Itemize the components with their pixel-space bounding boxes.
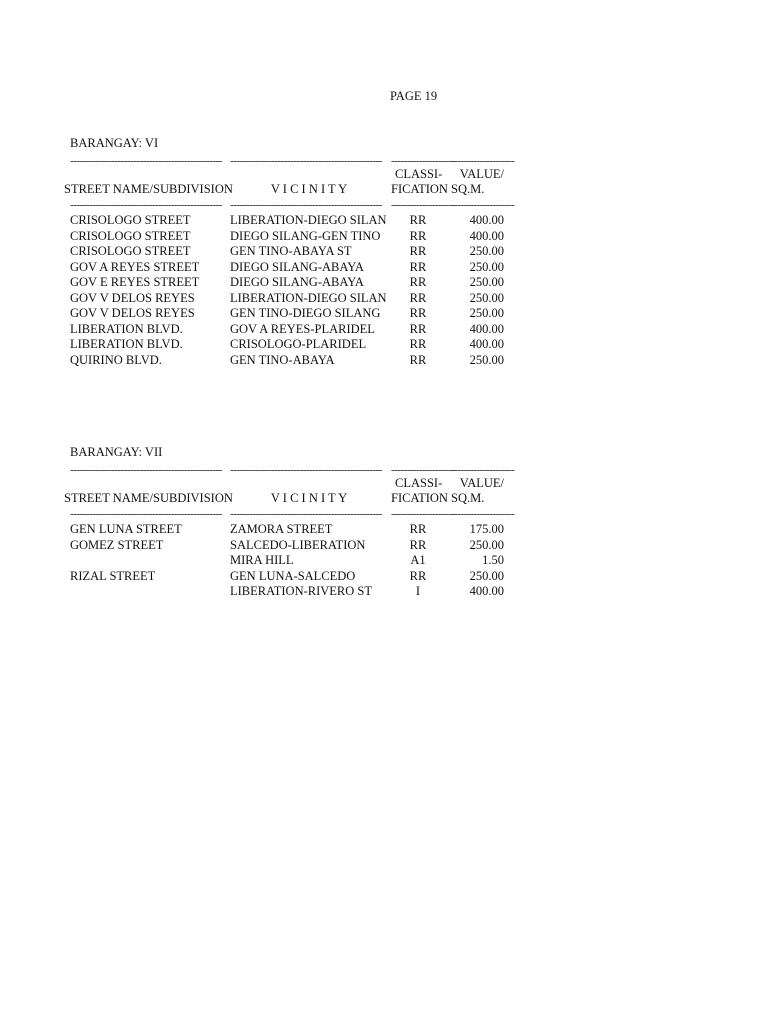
street-cell: QUIRINO BLVD.: [70, 352, 162, 367]
vicinity-cell: LIBERATION-RIVERO ST: [230, 584, 373, 598]
header-rule2-vicinity: ------------------------------------------------: [230, 508, 382, 520]
street-cell: GOV A REYES STREET: [70, 259, 200, 274]
header-value-top: VALUE/: [459, 167, 504, 181]
class-cell: RR: [409, 244, 427, 258]
header-class-bottom: FICATION: [391, 182, 448, 196]
class-cell: RR: [409, 275, 427, 289]
value-cell: 250.00: [469, 259, 504, 274]
vicinity-cell: LIBERATION-DIEGO SILAN: [230, 290, 387, 305]
class-cell: RR: [409, 228, 427, 243]
vicinity-cell: GOV A REYES-PLARIDEL: [230, 321, 375, 336]
header-street: STREET NAME/SUBDIVISION: [64, 491, 233, 505]
header-value-bottom: SQ.M.: [451, 182, 485, 196]
vicinity-cell: CRISOLOGO-PLARIDEL: [230, 337, 367, 351]
class-cell: RR: [409, 259, 427, 274]
header-vicinity: V I C I N I T Y: [270, 491, 348, 505]
value-cell: 1.50: [482, 553, 504, 567]
vicinity-cell: SALCEDO-LIBERATION: [230, 537, 366, 552]
class-cell: RR: [409, 537, 427, 552]
value-cell: 250.00: [469, 290, 504, 305]
vicinity-cell: GEN TINO-ABAYA: [230, 352, 335, 367]
header-rule2-value: --------------------: [451, 199, 515, 211]
header-rule-class: --------------------: [391, 155, 455, 167]
header-vicinity: V I C I N I T Y: [270, 182, 348, 196]
vicinity-cell: DIEGO SILANG-ABAYA: [230, 259, 364, 274]
header-street: STREET NAME/SUBDIVISION: [64, 182, 233, 196]
value-cell: 175.00: [469, 522, 504, 536]
barangay-title: BARANGAY: VI: [70, 136, 159, 150]
street-cell: GOV V DELOS REYES: [70, 290, 195, 305]
header-class-top: CLASSI-: [395, 167, 443, 181]
value-cell: 250.00: [469, 568, 504, 583]
value-cell: 250.00: [469, 306, 504, 320]
header-rule2-value: --------------------: [451, 508, 515, 520]
vicinity-cell: GEN LUNA-SALCEDO: [230, 568, 356, 583]
barangay-title: BARANGAY: VII: [70, 445, 163, 459]
value-cell: 400.00: [469, 321, 504, 336]
header-rule-street: ------------------------------------------------: [70, 464, 222, 476]
value-cell: 400.00: [469, 213, 504, 227]
vicinity-cell: GEN TINO-DIEGO SILANG: [230, 306, 381, 320]
value-cell: 250.00: [469, 275, 504, 289]
page-number: PAGE 19: [390, 89, 438, 103]
street-cell: CRISOLOGO STREET: [70, 228, 191, 243]
value-cell: 250.00: [469, 537, 504, 552]
header-class-bottom: FICATION: [391, 491, 448, 505]
header-rule-vicinity: ------------------------------------------------: [230, 464, 382, 476]
header-value-bottom: SQ.M.: [451, 491, 485, 505]
class-cell: RR: [409, 290, 427, 305]
class-cell: RR: [409, 337, 427, 351]
value-cell: 250.00: [469, 244, 504, 258]
header-rule2-class: --------------------: [391, 199, 455, 211]
header-rule-vicinity: ------------------------------------------------: [230, 155, 382, 167]
vicinity-cell: GEN TINO-ABAYA ST: [230, 244, 352, 258]
header-class-top: CLASSI-: [395, 476, 443, 490]
value-cell: 400.00: [469, 584, 504, 598]
vicinity-cell: LIBERATION-DIEGO SILAN: [230, 213, 387, 227]
header-rule-value: --------------------: [451, 155, 515, 167]
vicinity-cell: DIEGO SILANG-GEN TINO: [230, 228, 381, 243]
vicinity-cell: MIRA HILL: [230, 553, 294, 567]
value-cell: 250.00: [469, 352, 504, 367]
header-rule2-street: ------------------------------------------------: [70, 508, 222, 520]
header-rule2-class: --------------------: [391, 508, 455, 520]
street-cell: LIBERATION BLVD.: [70, 337, 183, 351]
class-cell: RR: [409, 321, 427, 336]
class-cell: A1: [410, 553, 426, 567]
value-cell: 400.00: [469, 228, 504, 243]
class-cell: RR: [409, 522, 427, 536]
street-cell: LIBERATION BLVD.: [70, 321, 183, 336]
street-cell: GOV E REYES STREET: [70, 275, 200, 289]
street-cell: RIZAL STREET: [70, 568, 156, 583]
header-rule-class: --------------------: [391, 464, 455, 476]
class-cell: RR: [409, 352, 427, 367]
class-cell: RR: [409, 568, 427, 583]
vicinity-cell: DIEGO SILANG-ABAYA: [230, 275, 364, 289]
street-cell: CRISOLOGO STREET: [70, 244, 191, 258]
class-cell: RR: [409, 306, 427, 320]
street-cell: GEN LUNA STREET: [70, 522, 182, 536]
header-rule2-vicinity: ------------------------------------------------: [230, 199, 382, 211]
class-cell: RR: [409, 213, 427, 227]
value-cell: 400.00: [469, 337, 504, 351]
header-rule-street: ------------------------------------------------: [70, 155, 222, 167]
street-cell: GOMEZ STREET: [70, 537, 164, 552]
street-cell: CRISOLOGO STREET: [70, 213, 191, 227]
vicinity-cell: ZAMORA STREET: [230, 522, 333, 536]
street-cell: GOV V DELOS REYES: [70, 306, 195, 320]
class-cell: I: [415, 584, 421, 598]
header-rule-value: --------------------: [451, 464, 515, 476]
header-rule2-street: ------------------------------------------------: [70, 199, 222, 211]
header-value-top: VALUE/: [459, 476, 504, 490]
